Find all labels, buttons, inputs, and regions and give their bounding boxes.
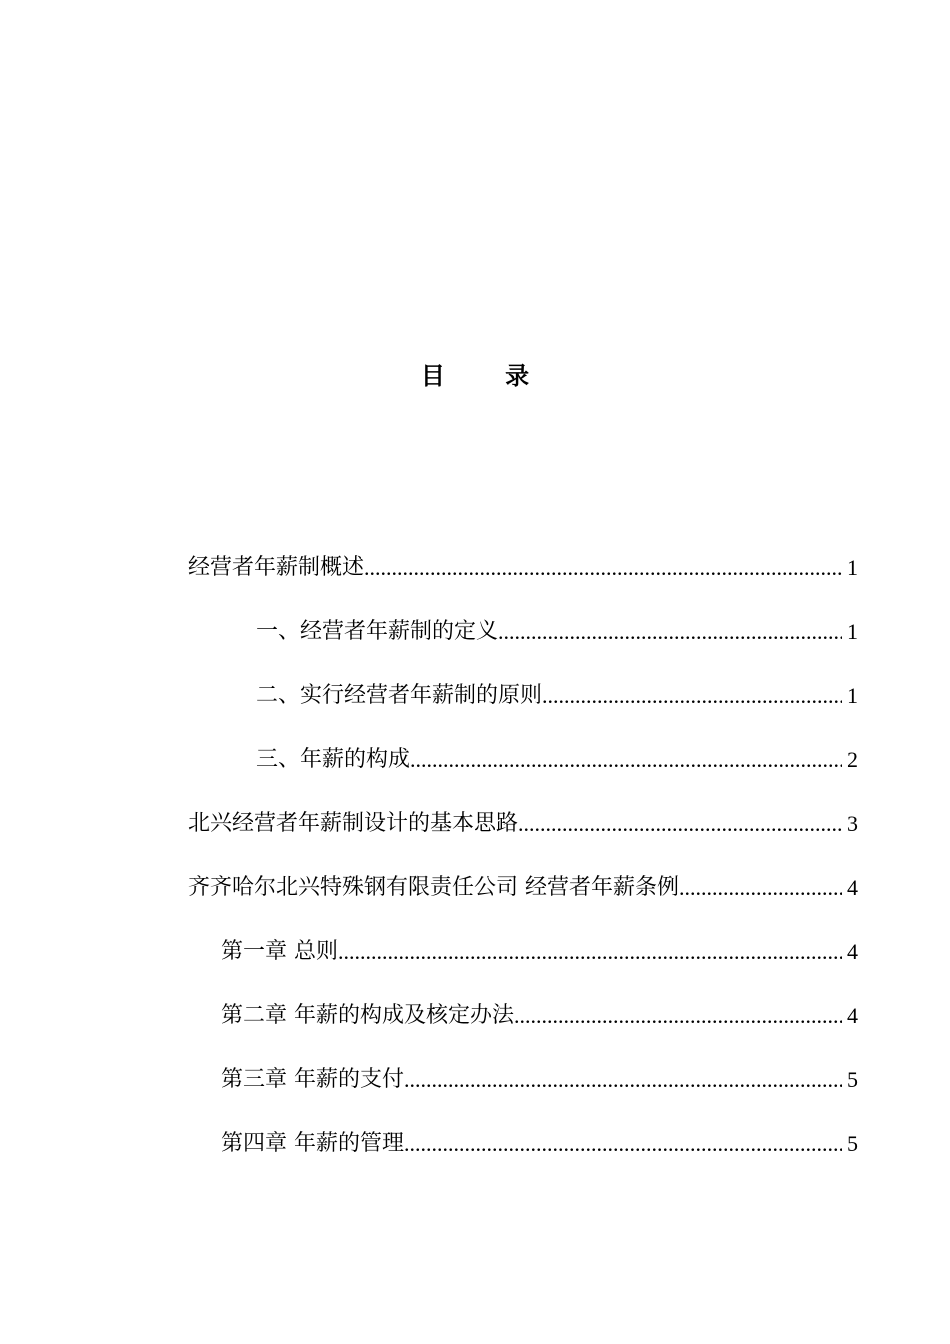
toc-entry[interactable]: [0, 1124, 950, 1188]
toc-page-number: 2: [847, 747, 858, 772]
toc-list: [0, 548, 950, 1188]
toc-entry[interactable]: [0, 676, 950, 740]
toc-dot-leader: [364, 548, 842, 588]
toc-entry-text: 第三章 年薪的支付: [221, 1067, 404, 1092]
toc-entry[interactable]: [0, 868, 950, 932]
toc-page-number: 4: [847, 939, 858, 964]
toc-entry[interactable]: [0, 1060, 950, 1124]
toc-dot-leader: [679, 868, 842, 908]
toc-dot-leader: [404, 1060, 842, 1100]
toc-entry[interactable]: [0, 804, 950, 868]
toc-dot-leader: [498, 612, 842, 652]
toc-dot-leader: [542, 676, 842, 716]
toc-dot-leader: [404, 1124, 842, 1164]
toc-entry-text: 北兴经营者年薪制设计的基本思路: [188, 811, 519, 836]
toc-entry-text: 一、经营者年薪制的定义: [256, 619, 499, 644]
toc-dot-leader: [518, 804, 842, 844]
toc-entry-text: 第二章 年薪的构成及核定办法: [221, 1003, 514, 1028]
toc-entry-text: 三、年薪的构成: [256, 747, 411, 772]
toc-entry-text: 第四章 年薪的管理: [221, 1131, 404, 1156]
toc-entry-text: 经营者年薪制概述: [188, 555, 365, 580]
toc-page-number: 5: [847, 1067, 858, 1092]
toc-entry[interactable]: [0, 740, 950, 804]
toc-page-number: 4: [847, 1003, 858, 1028]
toc-page-number: 1: [847, 619, 858, 644]
toc-entry-text: 第一章 总则: [221, 939, 338, 964]
toc-entry[interactable]: [0, 932, 950, 996]
toc-entry-text: 齐齐哈尔北兴特殊钢有限责任公司 经营者年薪条例: [188, 875, 679, 900]
toc-page-number: 5: [847, 1131, 858, 1156]
toc-entry-text: 二、实行经营者年薪制的原则: [256, 683, 543, 708]
toc-dot-leader: [410, 740, 842, 780]
toc-page-number: 3: [847, 811, 858, 836]
toc-entry[interactable]: [0, 612, 950, 676]
toc-entry[interactable]: [0, 996, 950, 1060]
toc-page-number: 1: [847, 683, 858, 708]
toc-title: 目 录: [420, 361, 556, 390]
toc-dot-leader: [338, 932, 842, 972]
toc-page-number: 1: [847, 555, 858, 580]
toc-entry[interactable]: [0, 548, 950, 612]
toc-page-number: 4: [847, 875, 858, 900]
toc-dot-leader: [514, 996, 842, 1036]
